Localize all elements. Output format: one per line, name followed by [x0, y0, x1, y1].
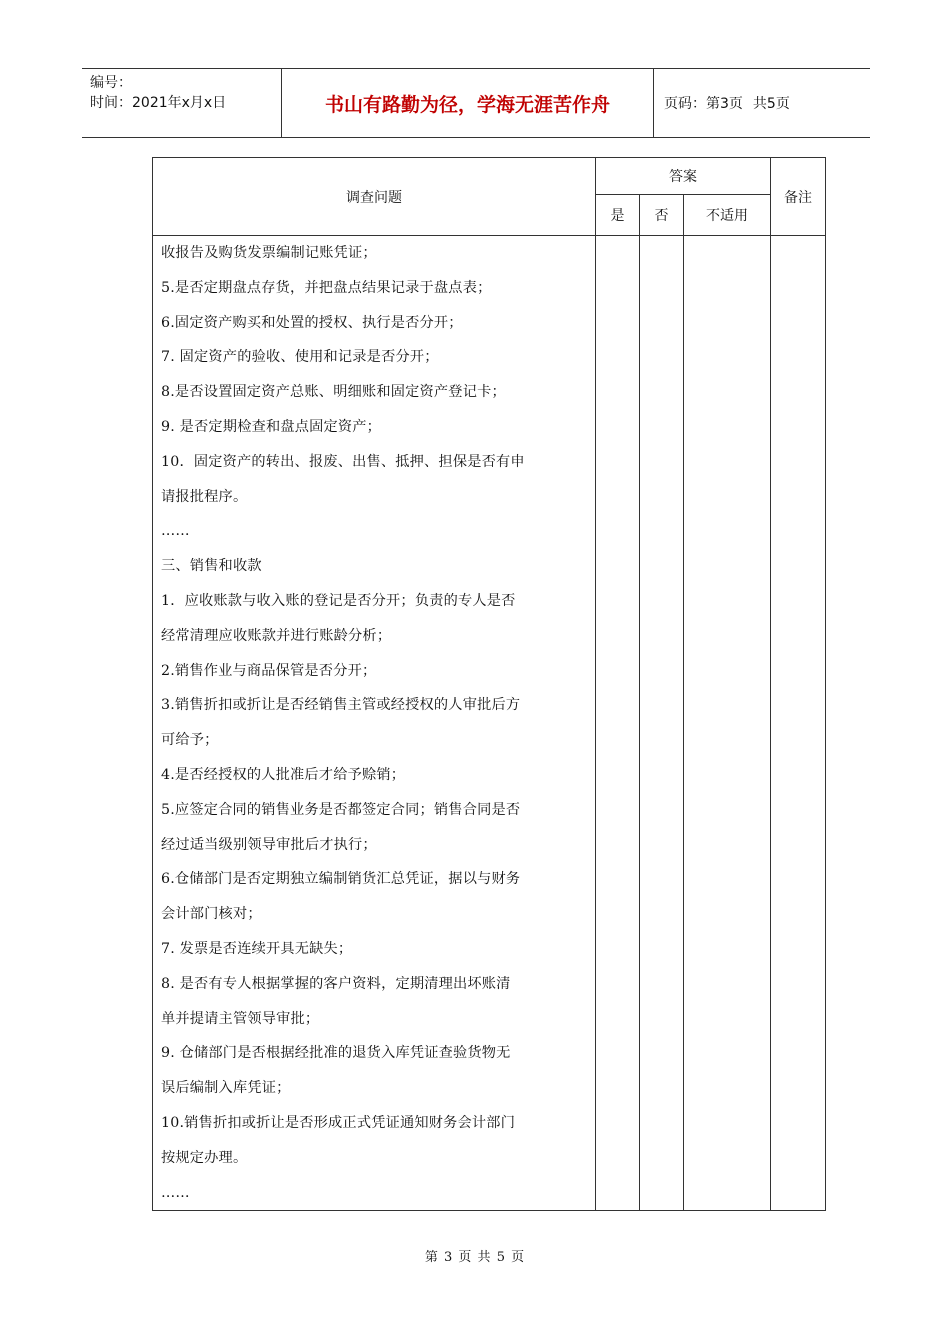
question-line: 5.是否定期盘点存货，并把盘点结果记录于盘点表； — [161, 279, 492, 296]
column-header-note: 备注 — [771, 158, 826, 236]
question-line: 6.固定资产购买和处置的授权、执行是否分开； — [161, 314, 463, 331]
question-line: 7. 发票是否连续开具无缺失； — [161, 940, 353, 957]
survey-table — [152, 157, 826, 1211]
question-line: 请报批程序。 — [161, 488, 248, 505]
answer-yes-cell[interactable] — [596, 236, 640, 1211]
question-line: 9. 是否定期检查和盘点固定资产； — [161, 418, 382, 435]
table-row — [153, 236, 826, 1211]
answer-no-cell[interactable] — [640, 236, 684, 1211]
question-line: 1．应收账款与收入账的登记是否分开；负责的专人是否 — [161, 592, 516, 609]
header-page-total: 共5页 — [752, 96, 790, 112]
page-header — [82, 68, 870, 138]
question-cell — [153, 236, 596, 1211]
question-line: …… — [161, 523, 190, 540]
question-line: 收报告及购货发票编制记账凭证； — [161, 245, 377, 261]
question-line: 三、销售和收款 — [161, 558, 262, 575]
question-line: 经过适当级别领导审批后才执行； — [161, 836, 377, 853]
question-line: …… — [161, 1184, 190, 1201]
question-line: 10．固定资产的转出、报废、出售、抵押、担保是否有申 — [161, 453, 525, 470]
column-header-no: 否 — [640, 195, 684, 236]
note-cell[interactable] — [771, 236, 826, 1211]
header-page-number: 页码：第3页 — [664, 96, 743, 112]
document-time-label: 时间：2021年x月x日 — [90, 95, 227, 111]
question-line: 单并提请主管领导审批； — [161, 1010, 320, 1027]
question-line: 5.应签定合同的销售业务是否都签定合同；销售合同是否 — [161, 801, 521, 818]
question-line: 经常清理应收账款并进行账龄分析； — [161, 627, 392, 644]
question-line: 2.销售作业与商品保管是否分开； — [161, 662, 377, 679]
question-line: 8.是否设置固定资产总账、明细账和固定资产登记卡； — [161, 384, 506, 401]
question-line: 6.仓储部门是否定期独立编制销货汇总凭证，据以与财务 — [161, 871, 521, 888]
page-footer: 第 3 页 共 5 页 — [424, 1250, 526, 1265]
document-number-label: 编号： — [90, 75, 132, 91]
question-line: 可给予； — [161, 732, 219, 749]
column-header-answer: 答案 — [596, 158, 771, 195]
column-header-na: 不适用 — [684, 195, 771, 236]
question-line: 3.销售折扣或折让是否经销售主管或经授权的人审批后方 — [161, 697, 521, 714]
answer-na-cell[interactable] — [684, 236, 771, 1211]
question-line: 10.销售折扣或折让是否形成正式凭证通知财务会计部门 — [161, 1114, 516, 1131]
question-line: 4.是否经授权的人批准后才给予赊销； — [161, 766, 406, 783]
column-header-yes: 是 — [596, 195, 640, 236]
question-line: 会计部门核对； — [161, 906, 262, 923]
question-line: 8. 是否有专人根据掌握的客户资料，定期清理出坏账清 — [161, 975, 511, 992]
question-line: 9. 仓储部门是否根据经批准的退货入库凭证查验货物无 — [161, 1045, 511, 1062]
column-header-question: 调查问题 — [153, 158, 596, 236]
question-line: 按规定办理。 — [161, 1149, 248, 1166]
header-page-info — [654, 69, 870, 137]
question-line: 误后编制入库凭证； — [161, 1080, 291, 1097]
header-meta — [82, 69, 282, 137]
question-line: 7. 固定资产的验收、使用和记录是否分开； — [161, 349, 439, 366]
header-motto: 书山有路勤为径，学海无涯苦作舟 — [282, 69, 654, 137]
